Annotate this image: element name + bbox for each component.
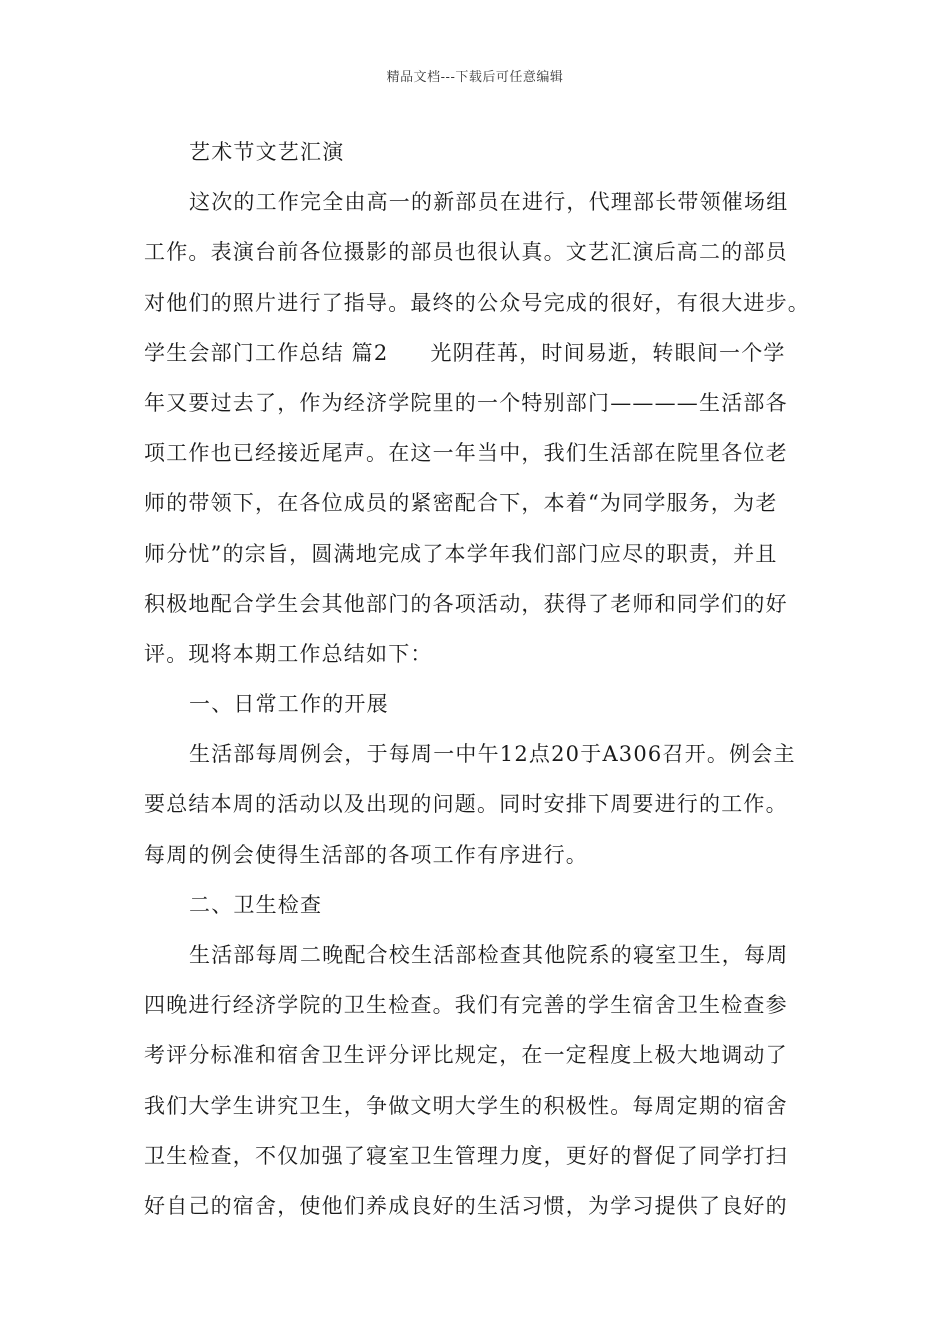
paragraph-line: 项工作也已经接近尾声。在这一年当中，我们生活部在院里各位老 [144,441,788,466]
paragraph-line: 这次的工作完全由高一的新部员在进行，代理部长带领催场组 [189,190,789,215]
paragraph-line: 生活部每周二晚配合校生活部检查其他院系的寝室卫生，每周 [189,943,789,967]
paragraph-line: 每周的例会使得生活部的各项工作有序进行。 [144,842,588,867]
paragraph-line: 工作。表演台前各位摄影的部员也很认真。文艺汇演后高二的部员 [144,240,788,265]
paragraph-line: 师分忧”的宗旨，圆满地完成了本学年我们部门应尽的职责，并且 [144,541,778,566]
header-note: 精品文档---下载后可任意编辑 [386,70,564,85]
section-heading: 二、卫生检查 [189,892,323,917]
article-title: 学生会部门工作总结 篇2 [144,340,389,365]
paragraph-line: 考评分标准和宿舍卫生评分评比规定，在一定程度上极大地调动了 [144,1043,788,1068]
paragraph-line: 好自己的宿舍，使他们养成良好的生活习惯，为学习提供了良好的 [144,1193,788,1218]
section-heading: 艺术节文艺汇演 [189,140,345,164]
paragraph-line: 对他们的照片进行了指导。最终的公众号完成的很好，有很大进步。 [144,290,810,315]
paragraph-line: 卫生检查，不仅加强了寝室卫生管理力度，更好的督促了同学打扫 [144,1143,788,1168]
paragraph-line: 我们大学生讲究卫生，争做文明大学生的积极性。每周定期的宿舍 [144,1093,788,1118]
paragraph-line: 年又要过去了，作为经济学院里的一个特别部门————生活部各 [144,390,788,415]
document-body [144,127,808,1231]
paragraph-line: 要总结本周的活动以及出现的问题。同时安排下周要进行的工作。 [144,792,788,817]
paragraph-line: 积极地配合学生会其他部门的各项活动，获得了老师和同学们的好 [144,591,788,616]
paragraph-line: 生活部每周例会，于每周一中午12点20于A306召开。例会主 [189,742,796,767]
paragraph-line: 评。现将本期工作总结如下： [144,641,433,666]
paragraph-line: 师的带领下，在各位成员的紧密配合下，本着“为同学服务，为老 [144,491,778,516]
section-heading: 一、日常工作的开展 [189,692,389,717]
paragraph-line: 学生会部门工作总结 篇2 光阴荏苒，时间易逝，转眼间一个学 [144,340,786,365]
paragraph-line: 四晚进行经济学院的卫生检查。我们有完善的学生宿舍卫生检查参 [144,993,788,1018]
